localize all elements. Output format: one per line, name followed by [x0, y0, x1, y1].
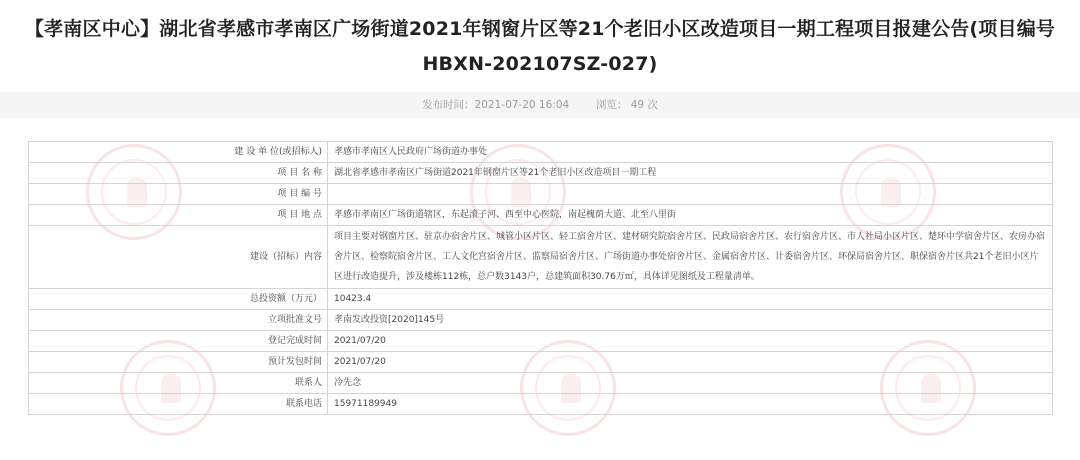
row-label: 联系人: [29, 373, 328, 394]
row-label: 登记完成时间: [29, 331, 328, 352]
row-value: 2021/07/20: [328, 352, 1053, 373]
row-label: 联系电话: [29, 394, 328, 415]
publish-meta-bar: [0, 92, 1080, 118]
table-row: [29, 205, 1053, 226]
views-label: 浏览：: [595, 99, 628, 111]
table-row: [29, 142, 1053, 163]
views-unit: 次: [647, 99, 658, 111]
row-label: 预计发包时间: [29, 352, 328, 373]
page-title: 【孝南区中心】湖北省孝感市孝南区广场街道2021年钢窗片区等21个老旧小区改造项目一期工程项目报建公告(项目编号HBXN-202107SZ-027): [24, 18, 1056, 75]
row-value: 15971189949: [328, 394, 1053, 415]
row-label: 项 目 地 点: [29, 205, 328, 226]
table-row: [29, 310, 1053, 331]
row-label: 建 设 单 位(或招标人): [29, 142, 328, 163]
row-label: 总投资额（万元）: [29, 289, 328, 310]
table-row: [29, 226, 1053, 289]
row-value: 2021/07/20: [328, 331, 1053, 352]
row-label: 建设（招标）内容: [29, 226, 328, 289]
table-row: [29, 352, 1053, 373]
table-row: [29, 163, 1053, 184]
views-count: 49: [630, 99, 645, 111]
row-value: 孝感市孝南区广场街道辖区，东起滚子河、西至中心医院，南起槐荫大道、北至八里街: [328, 205, 1053, 226]
table-row: [29, 184, 1053, 205]
project-info-table: [28, 141, 1053, 415]
row-label: 项 目 名 称: [29, 163, 328, 184]
row-value: 孝感市孝南区人民政府广场街道办事处: [328, 142, 1053, 163]
table-row: [29, 373, 1053, 394]
table-row: [29, 331, 1053, 352]
row-value: [328, 184, 1053, 205]
row-value: 孝南发改投资[2020]145号: [328, 310, 1053, 331]
row-value: 项目主要对钢窗片区、驻京办宿舍片区、城管小区片区、轻工宿舍片区、建材研究院宿舍片区、民政局宿舍片区、农行宿舍片区、市人社局小区片区、楚环中学宿舍片区、农房办宿舍片区、检察院宿舍片区、工人文化宫宿舍片区、监察局宿舍片区、广场街道办事处宿舍片区、金属宿舍片区、计委宿舍片区、环保局宿舍片区、职保宿舍片区共21个老旧小区片区进行改造提升，涉及楼栋112栋，总户数3143户，总建筑面积30.76万㎡，具体详见图纸及工程量清单。: [328, 226, 1053, 289]
publish-time-label: 发布时间：: [422, 99, 475, 111]
publish-time: 2021-07-20 16:04: [474, 99, 570, 111]
row-label: 项 目 编 号: [29, 184, 328, 205]
row-label: 立项批准文号: [29, 310, 328, 331]
table-row: [29, 394, 1053, 415]
row-value: 湖北省孝感市孝南区广场街道2021年钢窗片区等21个老旧小区改造项目一期工程: [328, 163, 1053, 184]
row-value: 冷先念: [328, 373, 1053, 394]
table-row: [29, 289, 1053, 310]
row-value: 10423.4: [328, 289, 1053, 310]
